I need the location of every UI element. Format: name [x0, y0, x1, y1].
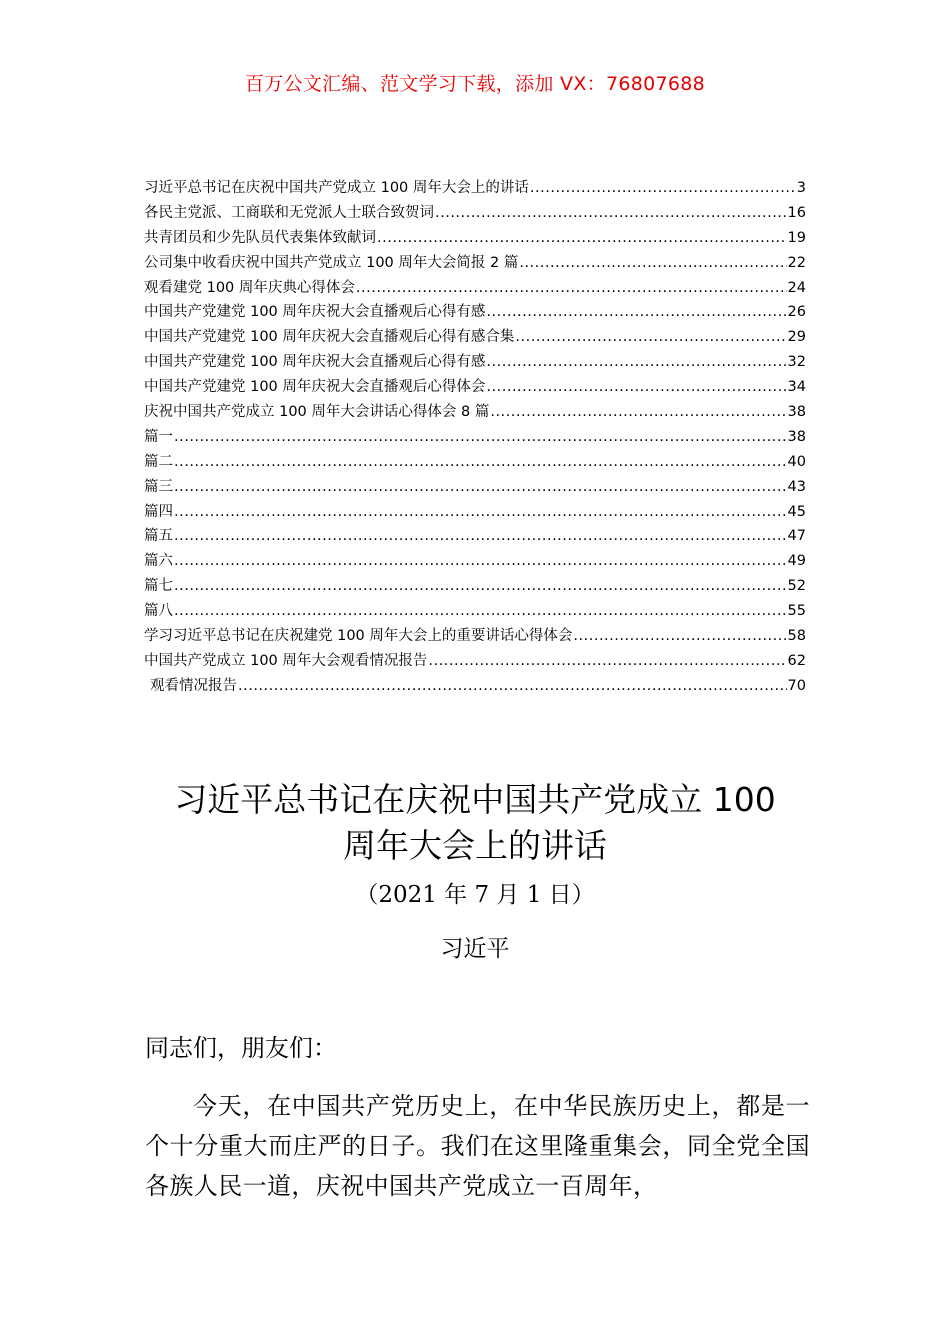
toc-entry-page: 22 [787, 254, 806, 271]
toc-entry-page: 38 [787, 404, 806, 421]
toc-entry-page: 34 [787, 379, 806, 396]
toc-leader-dots [490, 400, 786, 425]
toc-entry-page: 62 [787, 652, 806, 669]
toc-entry-page: 32 [787, 354, 806, 371]
toc-entry-title: 观看情况报告 [150, 677, 237, 694]
toc-leader-dots [174, 450, 787, 475]
toc-entry[interactable] [144, 500, 806, 525]
toc-leader-dots [515, 325, 786, 350]
toc-entry-title: 篇二 [144, 453, 173, 470]
toc-leader-dots [573, 624, 786, 649]
toc-entry-page: 45 [787, 503, 806, 520]
toc-entry[interactable] [144, 176, 806, 201]
toc-entry-page: 70 [787, 677, 806, 694]
toc-entry-title: 篇八 [144, 603, 173, 620]
toc-entry-title: 庆祝中国共产党成立 100 周年大会讲话心得体会 8 篇 [144, 404, 490, 421]
toc-entry[interactable] [144, 624, 806, 649]
toc-leader-dots [486, 350, 786, 375]
toc-entry-title: 各民主党派、工商联和无党派人士联合致贺词 [144, 204, 434, 221]
toc-entry-page: 40 [787, 453, 806, 470]
toc-leader-dots [174, 524, 787, 549]
document-date: （2021 年 7 月 1 日） [355, 882, 595, 908]
toc-leader-dots [486, 375, 786, 400]
toc-entry-title: 篇六 [144, 553, 173, 570]
toc-entry-title: 习近平总书记在庆祝中国共产党成立 100 周年大会上的讲话 [144, 180, 529, 196]
toc-entry-title: 公司集中收看庆祝中国共产党成立 100 周年大会简报 2 篇 [144, 254, 519, 271]
toc-entry[interactable] [144, 325, 806, 350]
toc-entry[interactable] [144, 674, 806, 699]
toc-entry-title: 中国共产党建党 100 周年庆祝大会直播观后心得有感合集 [144, 329, 515, 346]
toc-leader-dots [519, 251, 786, 276]
toc-entry[interactable] [144, 375, 806, 400]
document-title-line-1: 习近平总书记在庆祝中国共产党成立 100 [174, 780, 776, 819]
toc-entry-title: 中国共产党建党 100 周年庆祝大会直播观后心得有感 [144, 304, 486, 321]
toc-entry-title: 篇一 [144, 428, 173, 445]
toc-entry[interactable] [144, 300, 806, 325]
toc-entry-title: 篇三 [144, 478, 173, 495]
toc-entry-page: 49 [787, 553, 806, 570]
toc-leader-dots [435, 201, 787, 226]
toc-entry-title: 中国共产党建党 100 周年庆祝大会直播观后心得体会 [144, 379, 486, 396]
toc-entry[interactable] [144, 425, 806, 450]
toc-leader-dots [174, 549, 787, 574]
document-title-line-2: 周年大会上的讲话 [343, 826, 607, 865]
toc-entry-title: 共青团员和少先队员代表集体致献词 [144, 229, 376, 246]
toc-entry-page: 47 [787, 528, 806, 545]
toc-entry[interactable] [144, 350, 806, 375]
toc-entry[interactable] [144, 400, 806, 425]
toc-entry-title: 篇七 [144, 578, 173, 595]
download-banner: 百万公文汇编、范文学习下载，添加 VX：76807688 [244, 73, 706, 95]
toc-entry-page: 3 [796, 180, 806, 196]
toc-leader-dots [428, 649, 786, 674]
toc-entry-title: 篇五 [144, 528, 173, 545]
document-title [0, 777, 950, 869]
document-author: 习近平 [440, 936, 510, 962]
toc-entry-page: 26 [787, 304, 806, 321]
document-body [145, 1028, 810, 1206]
toc-leader-dots [377, 226, 787, 251]
toc-entry-title: 中国共产党成立 100 周年大会观看情况报告 [144, 652, 428, 669]
toc-entry[interactable] [144, 226, 806, 251]
toc-entry[interactable] [144, 201, 806, 226]
salutation: 同志们，朋友们： [145, 1034, 337, 1062]
toc-entry-page: 52 [787, 578, 806, 595]
toc-entry[interactable] [144, 251, 806, 276]
toc-entry-page: 43 [787, 478, 806, 495]
toc-entry-page: 29 [787, 329, 806, 346]
toc-entry-page: 19 [787, 229, 806, 246]
toc-entry-page: 16 [787, 204, 806, 221]
toc-entry[interactable] [144, 549, 806, 574]
toc-leader-dots [174, 475, 787, 500]
toc-leader-dots [356, 276, 787, 301]
toc-entry[interactable] [144, 450, 806, 475]
toc-entry-title: 学习习近平总书记在庆祝建党 100 周年大会上的重要讲话心得体会 [144, 628, 573, 645]
toc-entry[interactable] [144, 475, 806, 500]
toc-entry-title: 篇四 [144, 503, 173, 520]
toc-leader-dots [174, 574, 787, 599]
toc-entry-title: 中国共产党建党 100 周年庆祝大会直播观后心得有感 [144, 354, 486, 371]
toc-entry[interactable] [144, 524, 806, 549]
toc-entry-page: 24 [787, 279, 806, 296]
toc-entry-title: 观看建党 100 周年庆典心得体会 [144, 279, 355, 296]
toc-entry[interactable] [144, 276, 806, 301]
toc-entry[interactable] [144, 574, 806, 599]
toc-leader-dots [174, 500, 787, 525]
table-of-contents [144, 176, 806, 699]
toc-entry-page: 58 [787, 628, 806, 645]
toc-entry[interactable] [144, 649, 806, 674]
toc-leader-dots [174, 425, 787, 450]
toc-leader-dots [238, 674, 787, 699]
body-paragraph: 今天，在中国共产党历史上，在中华民族历史上，都是一个十分重大而庄严的日子。我们在这里隆重集会，同全党全国各族人民一道，庆祝中国共产党成立一百周年， [145, 1092, 810, 1200]
toc-leader-dots [486, 300, 786, 325]
toc-leader-dots [174, 599, 787, 624]
toc-leader-dots [530, 176, 796, 201]
toc-entry[interactable] [144, 599, 806, 624]
toc-entry-page: 55 [787, 603, 806, 620]
toc-entry-page: 38 [787, 428, 806, 445]
